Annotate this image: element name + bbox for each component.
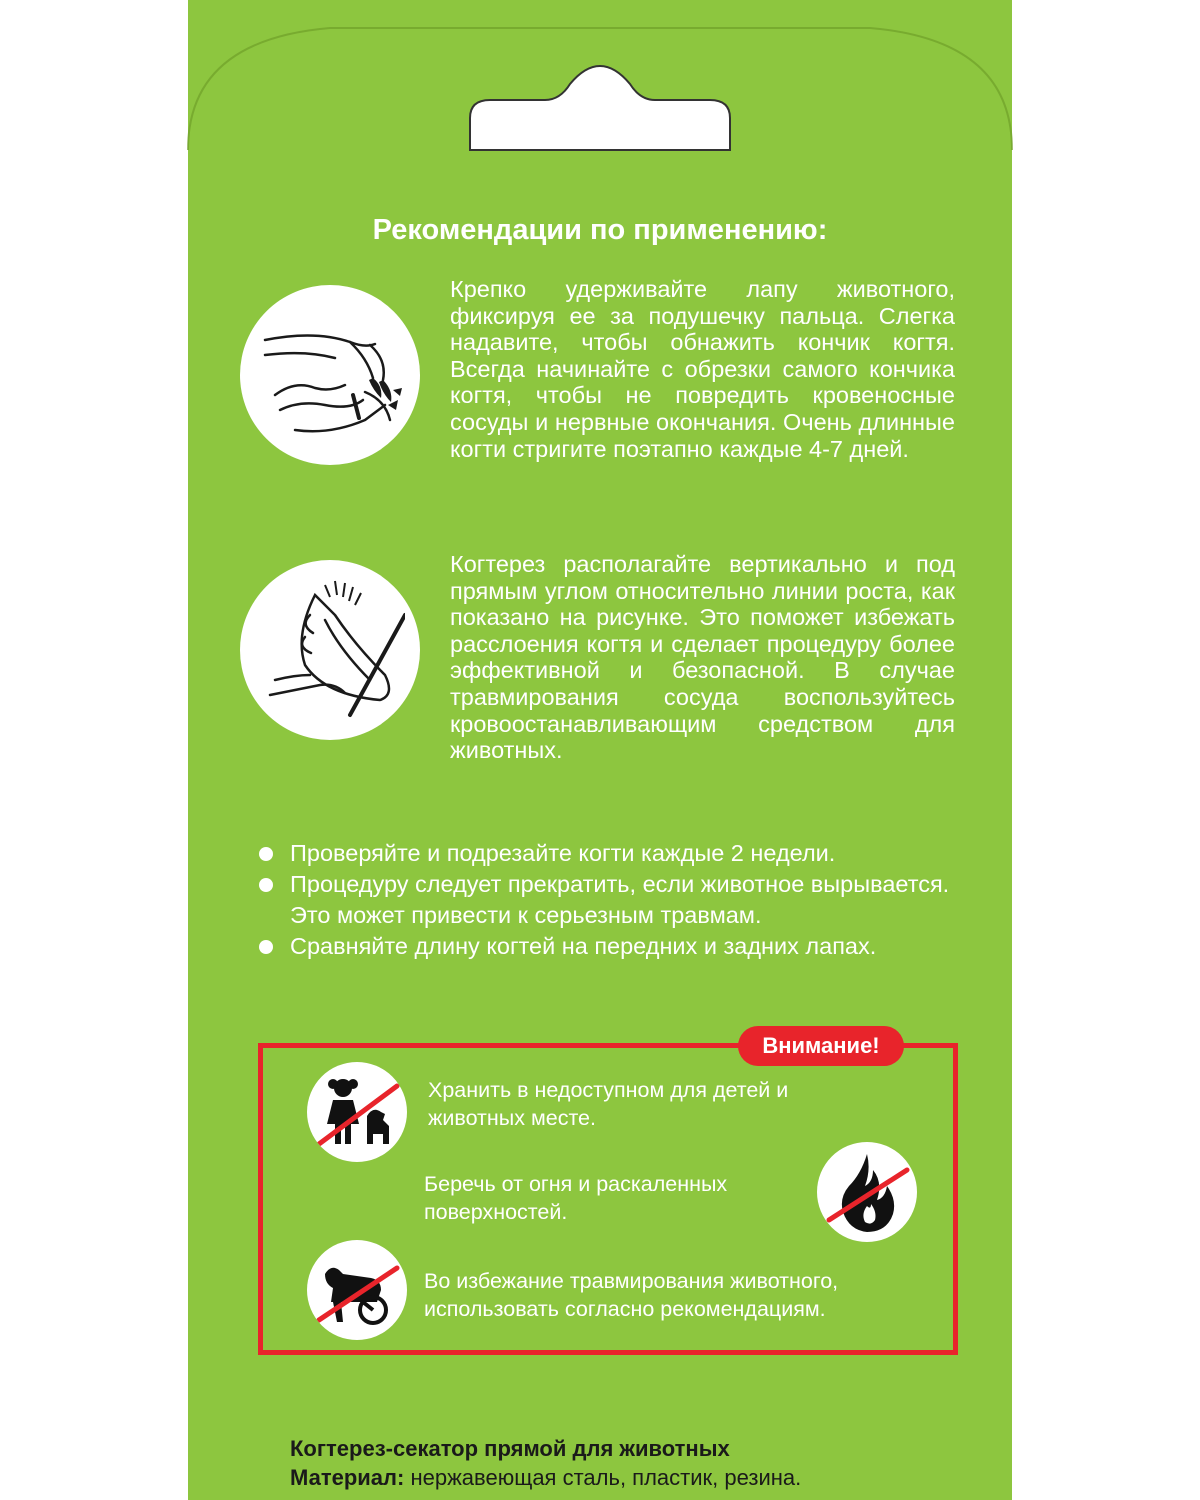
material-value: нержавеющая сталь, пластик, резина. <box>410 1465 802 1490</box>
no-fire-icon <box>821 1146 913 1238</box>
list-item: Процедуру следует прекратить, если животное вырывается. Это может привести к серьезным травмам. <box>255 869 955 931</box>
bullet-icon <box>259 878 273 892</box>
warning-item-2-text: Беречь от огня и раскаленных поверхностей. <box>424 1172 728 1224</box>
warning-item-3-image <box>307 1240 407 1340</box>
material-line <box>290 1463 990 1492</box>
claw-cut-line-icon <box>255 575 405 725</box>
warning-item-3-text: Во избежание травмирования животного, использовать согласно рекомендациям. <box>424 1269 839 1321</box>
warning-item-1-image <box>307 1062 407 1162</box>
warning-item-2-image <box>817 1142 917 1242</box>
warning-badge: Внимание! <box>738 1026 904 1066</box>
step-2-text: Когтерез располагайте вертикально и под прямым углом относительно линии роста, как показано на рисунке. Это поможет избежать расслоения когтя и сделает процедуру более эффективной и безопасной. В случае травмирования сосуда воспользуйтесь кровоостанавливающим средством для животных. <box>450 551 955 764</box>
material-label: Материал: <box>290 1465 405 1490</box>
bullet-icon <box>259 940 273 954</box>
bullet-icon <box>259 847 273 861</box>
product-info <box>290 1434 990 1492</box>
no-injured-pet-icon <box>311 1244 403 1336</box>
list-item: Сравняйте длину когтей на передних и задних лапах. <box>255 931 955 962</box>
product-name: Когтерез-секатор прямой для животных <box>290 1436 730 1461</box>
step-1-text: Крепко удерживайте лапу животного, фиксируя ее за подушечку пальца. Слегка надавите, чтобы обнажить кончик когтя. Всегда начинайте с обрезки самого кончика когтя, чтобы не повредить кровеносные сосуды и нервные окончания. Очень длинные когти стригите поэтапно каждые 4-7 дней. <box>450 276 955 462</box>
no-children-pets-icon <box>311 1066 403 1158</box>
step-2-image <box>240 560 420 740</box>
warning-item-1-text: Хранить в недоступном для детей и животных месте. <box>428 1078 789 1130</box>
page-title: Рекомендации по применению: <box>372 214 828 246</box>
step-1-image <box>240 285 420 465</box>
tips-list <box>255 838 955 962</box>
paw-holding-icon <box>255 300 405 450</box>
list-item: Проверяйте и подрезайте когти каждые 2 недели. <box>255 838 955 869</box>
